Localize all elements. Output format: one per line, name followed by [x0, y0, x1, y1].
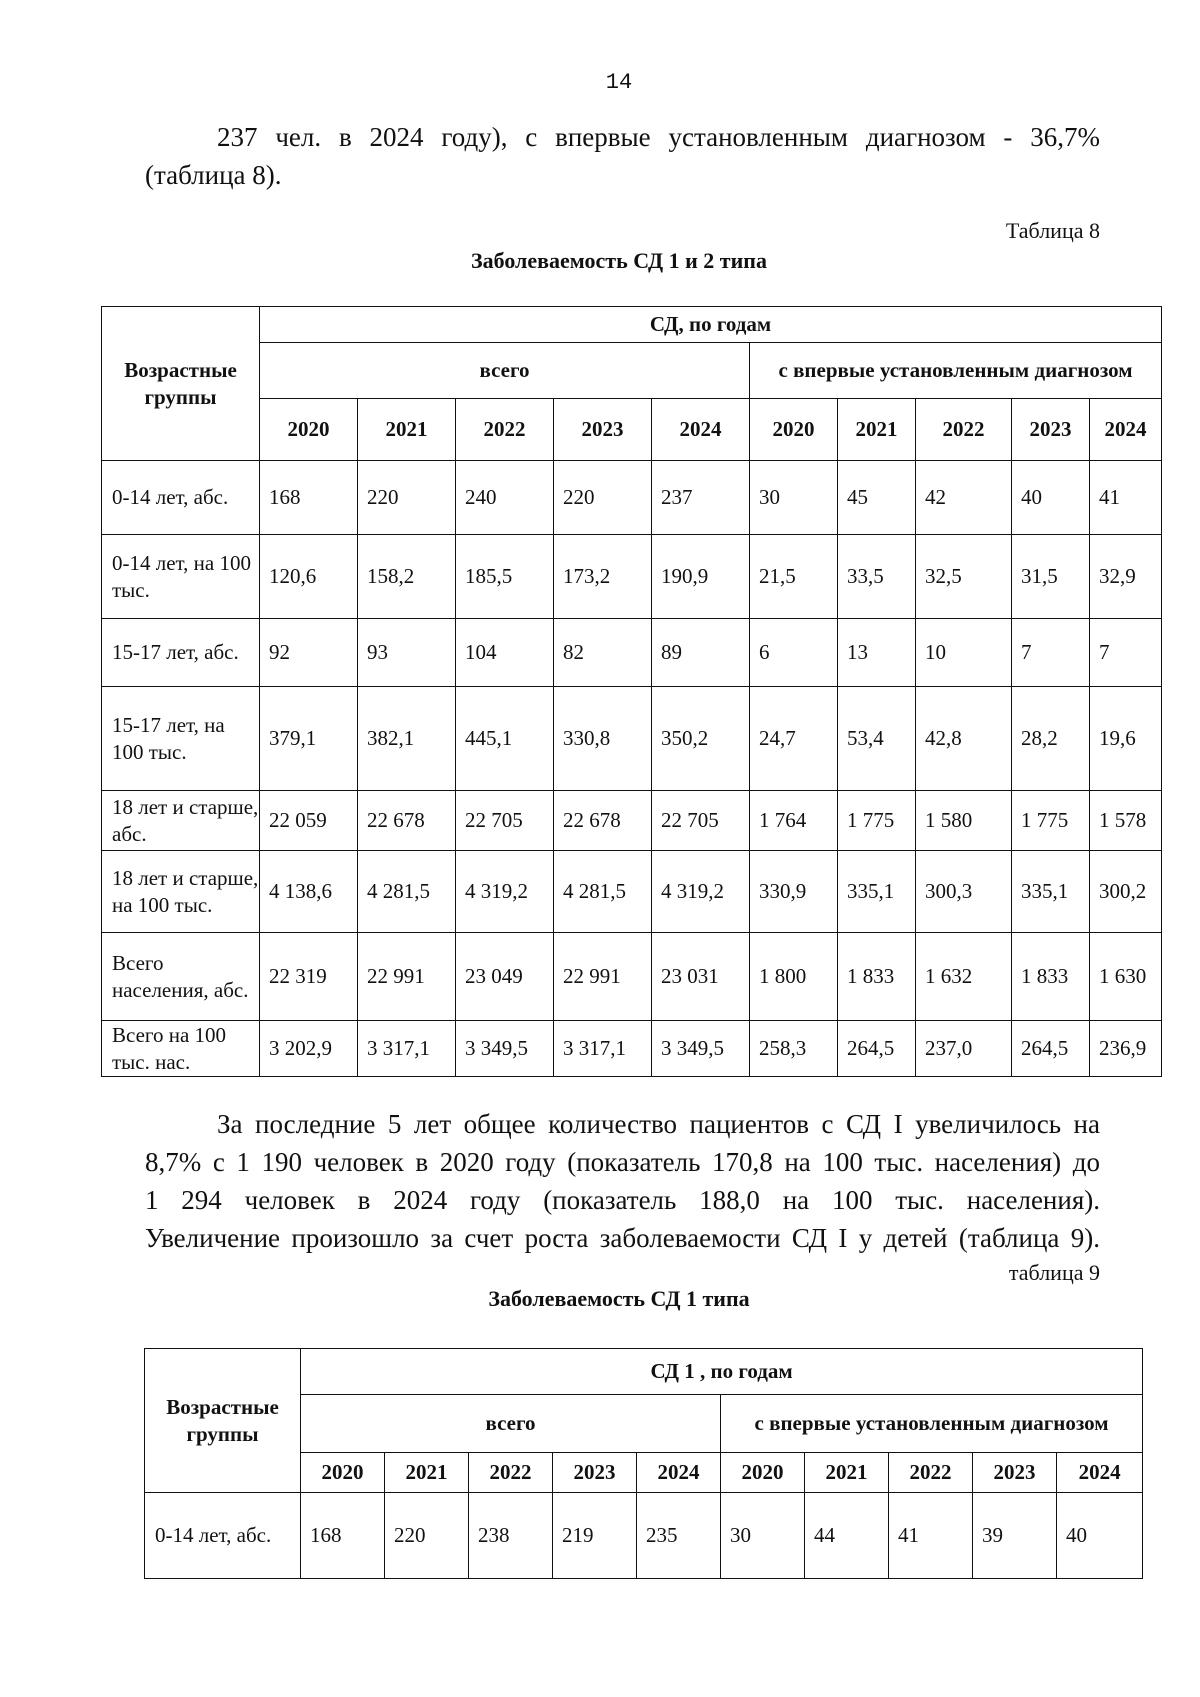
- value-cell: 120,6: [260, 535, 358, 619]
- table-row: [102, 933, 1162, 1021]
- value-cell: 28,2: [1012, 687, 1090, 791]
- year-header: 2022: [456, 399, 554, 461]
- age-group-cell: Всего населения, абс.: [102, 933, 260, 1021]
- value-cell: 335,1: [838, 851, 916, 933]
- value-cell: 238: [469, 1493, 553, 1579]
- value-cell: 22 705: [652, 791, 750, 851]
- age-group-cell: 15-17 лет, на 100 тыс.: [102, 687, 260, 791]
- value-cell: 92: [260, 619, 358, 687]
- year-header: 2023: [1012, 399, 1090, 461]
- value-cell: 220: [385, 1493, 469, 1579]
- value-cell: 10: [916, 619, 1012, 687]
- value-cell: 30: [721, 1493, 805, 1579]
- table-row: [102, 535, 1162, 619]
- year-header: 2020: [260, 399, 358, 461]
- value-cell: 41: [1090, 461, 1162, 535]
- value-cell: 1 580: [916, 791, 1012, 851]
- table8-group-header: Возрастные группы: [102, 307, 260, 461]
- value-cell: 185,5: [456, 535, 554, 619]
- year-header: 2020: [750, 399, 838, 461]
- value-cell: 1 578: [1090, 791, 1162, 851]
- value-cell: 22 678: [358, 791, 456, 851]
- year-header: 2020: [301, 1453, 385, 1493]
- value-cell: 39: [973, 1493, 1057, 1579]
- table9-title: Заболеваемость СД 1 типа: [488, 1286, 750, 1311]
- year-header: 2021: [838, 399, 916, 461]
- age-group-cell: Всего на 100 тыс. нас.: [102, 1021, 260, 1077]
- value-cell: 93: [358, 619, 456, 687]
- value-cell: 4 319,2: [456, 851, 554, 933]
- value-cell: 22 059: [260, 791, 358, 851]
- value-cell: 1 632: [916, 933, 1012, 1021]
- value-cell: 1 775: [838, 791, 916, 851]
- value-cell: 300,3: [916, 851, 1012, 933]
- value-cell: 21,5: [750, 535, 838, 619]
- table8-top-header: СД, по годам: [260, 307, 1162, 343]
- table-row: [102, 687, 1162, 791]
- value-cell: 22 705: [456, 791, 554, 851]
- value-cell: 4 281,5: [554, 851, 652, 933]
- value-cell: 13: [838, 619, 916, 687]
- year-header: 2024: [637, 1453, 721, 1493]
- value-cell: 23 031: [652, 933, 750, 1021]
- value-cell: 42: [916, 461, 1012, 535]
- value-cell: 330,9: [750, 851, 838, 933]
- year-header: 2023: [553, 1453, 637, 1493]
- value-cell: 300,2: [1090, 851, 1162, 933]
- table-row: [145, 1493, 1143, 1579]
- table9-label: таблица 9: [1008, 1260, 1100, 1285]
- value-cell: 382,1: [358, 687, 456, 791]
- value-cell: 190,9: [652, 535, 750, 619]
- year-header: 2021: [385, 1453, 469, 1493]
- table-row: [102, 619, 1162, 687]
- intro-paragraph: [145, 118, 1100, 194]
- body-paragraph: [145, 1105, 1100, 1257]
- value-cell: 219: [553, 1493, 637, 1579]
- value-cell: 1 775: [1012, 791, 1090, 851]
- value-cell: 45: [838, 461, 916, 535]
- year-header: 2024: [1057, 1453, 1143, 1493]
- value-cell: 33,5: [838, 535, 916, 619]
- value-cell: 24,7: [750, 687, 838, 791]
- value-cell: 264,5: [1012, 1021, 1090, 1077]
- year-header: 2024: [652, 399, 750, 461]
- value-cell: 220: [554, 461, 652, 535]
- table9-total-header: всего: [301, 1395, 721, 1453]
- value-cell: 158,2: [358, 535, 456, 619]
- year-header: 2023: [554, 399, 652, 461]
- body-line-4: Увеличение произошло за счет роста заболеваемости СД I у детей (таблица 9).: [145, 1223, 1100, 1253]
- value-cell: 53,4: [838, 687, 916, 791]
- value-cell: 168: [260, 461, 358, 535]
- value-cell: 44: [805, 1493, 889, 1579]
- value-cell: 3 202,9: [260, 1021, 358, 1077]
- year-header: 2022: [889, 1453, 973, 1493]
- value-cell: 32,5: [916, 535, 1012, 619]
- value-cell: 258,3: [750, 1021, 838, 1077]
- value-cell: 445,1: [456, 687, 554, 791]
- value-cell: 89: [652, 619, 750, 687]
- value-cell: 1 630: [1090, 933, 1162, 1021]
- value-cell: 220: [358, 461, 456, 535]
- year-header: 2021: [358, 399, 456, 461]
- table-row: [102, 461, 1162, 535]
- table9-new-header: с впервые установленным диагнозом: [721, 1395, 1143, 1453]
- value-cell: 237,0: [916, 1021, 1012, 1077]
- value-cell: 335,1: [1012, 851, 1090, 933]
- value-cell: 4 138,6: [260, 851, 358, 933]
- year-header: 2022: [916, 399, 1012, 461]
- value-cell: 1 833: [838, 933, 916, 1021]
- value-cell: 3 349,5: [652, 1021, 750, 1077]
- table9-top-header: СД 1 , по годам: [301, 1349, 1143, 1395]
- value-cell: 168: [301, 1493, 385, 1579]
- value-cell: 237: [652, 461, 750, 535]
- age-group-cell: 0-14 лет, абс.: [145, 1493, 301, 1579]
- intro-line-2: (таблица 8).: [145, 160, 282, 190]
- table-row: [102, 851, 1162, 933]
- value-cell: 42,8: [916, 687, 1012, 791]
- value-cell: 173,2: [554, 535, 652, 619]
- value-cell: 23 049: [456, 933, 554, 1021]
- value-cell: 30: [750, 461, 838, 535]
- value-cell: 1 833: [1012, 933, 1090, 1021]
- value-cell: 40: [1057, 1493, 1143, 1579]
- table8: [101, 306, 1162, 1077]
- age-group-cell: 18 лет и старше, на 100 тыс.: [102, 851, 260, 933]
- age-group-cell: 15-17 лет, абс.: [102, 619, 260, 687]
- value-cell: 1 800: [750, 933, 838, 1021]
- year-header: 2020: [721, 1453, 805, 1493]
- value-cell: 31,5: [1012, 535, 1090, 619]
- value-cell: 240: [456, 461, 554, 535]
- value-cell: 22 991: [554, 933, 652, 1021]
- value-cell: 379,1: [260, 687, 358, 791]
- age-group-cell: 18 лет и старше, абс.: [102, 791, 260, 851]
- value-cell: 3 349,5: [456, 1021, 554, 1077]
- table-row: [102, 791, 1162, 851]
- table-row: [102, 1021, 1162, 1077]
- value-cell: 3 317,1: [554, 1021, 652, 1077]
- value-cell: 6: [750, 619, 838, 687]
- value-cell: 3 317,1: [358, 1021, 456, 1077]
- year-header: 2024: [1090, 399, 1162, 461]
- value-cell: 350,2: [652, 687, 750, 791]
- table8-new-header: с впервые установленным диагнозом: [750, 343, 1162, 399]
- year-header: 2022: [469, 1453, 553, 1493]
- value-cell: 32,9: [1090, 535, 1162, 619]
- value-cell: 4 319,2: [652, 851, 750, 933]
- table8-title: Заболеваемость СД 1 и 2 типа: [471, 248, 767, 273]
- value-cell: 1 764: [750, 791, 838, 851]
- value-cell: 330,8: [554, 687, 652, 791]
- value-cell: 41: [889, 1493, 973, 1579]
- value-cell: 7: [1090, 619, 1162, 687]
- age-group-cell: 0-14 лет, абс.: [102, 461, 260, 535]
- value-cell: 19,6: [1090, 687, 1162, 791]
- value-cell: 235: [637, 1493, 721, 1579]
- table8-years-row: [102, 399, 1162, 461]
- value-cell: 264,5: [838, 1021, 916, 1077]
- year-header: 2023: [973, 1453, 1057, 1493]
- value-cell: 236,9: [1090, 1021, 1162, 1077]
- value-cell: 7: [1012, 619, 1090, 687]
- year-header: 2021: [805, 1453, 889, 1493]
- body-line-1: За последние 5 лет общее количество пациентов с СД I увеличилось на: [217, 1109, 1100, 1139]
- table8-total-header: всего: [260, 343, 750, 399]
- body-line-3: 1 294 человек в 2024 году (показатель 188,0 на 100 тыс. населения).: [145, 1185, 1100, 1215]
- age-group-cell: 0-14 лет, на 100 тыс.: [102, 535, 260, 619]
- value-cell: 104: [456, 619, 554, 687]
- value-cell: 22 319: [260, 933, 358, 1021]
- page-number: 14: [605, 70, 633, 95]
- value-cell: 22 991: [358, 933, 456, 1021]
- value-cell: 82: [554, 619, 652, 687]
- body-line-2: 8,7% с 1 190 человек в 2020 году (показатель 170,8 на 100 тыс. населения) до: [145, 1147, 1100, 1177]
- intro-line-1: 237 чел. в 2024 году), с впервые установленным диагнозом - 36,7%: [217, 122, 1100, 152]
- value-cell: 40: [1012, 461, 1090, 535]
- value-cell: 4 281,5: [358, 851, 456, 933]
- table8-label: Таблица 8: [1005, 218, 1100, 243]
- table9: [144, 1348, 1143, 1579]
- table9-group-header: Возрастные группы: [145, 1349, 301, 1493]
- value-cell: 22 678: [554, 791, 652, 851]
